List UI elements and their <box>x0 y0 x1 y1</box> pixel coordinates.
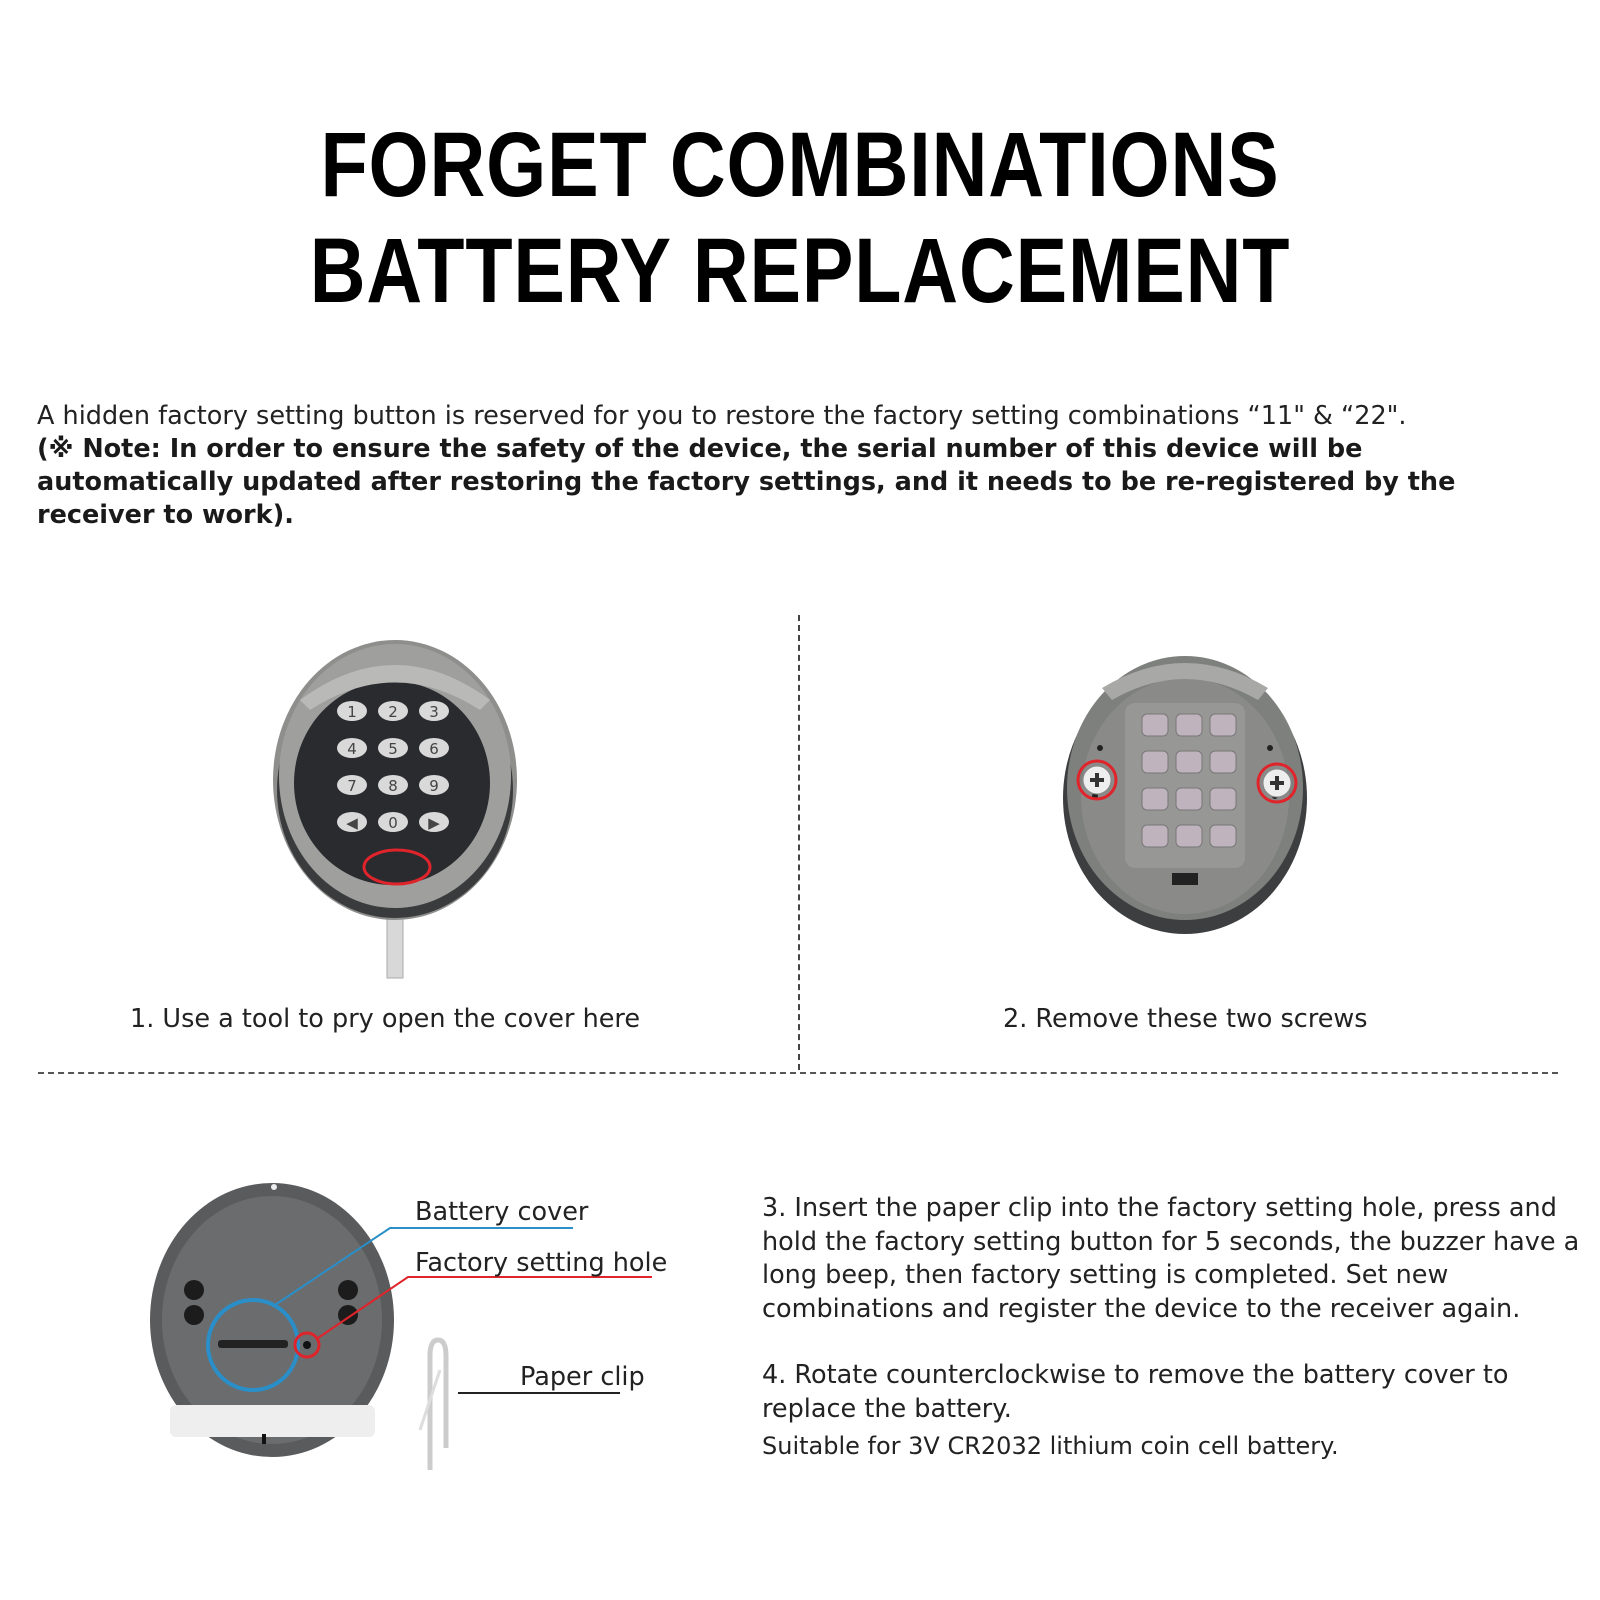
keypad-key <box>337 775 367 795</box>
keypad-key-label: 9 <box>429 777 439 795</box>
vertical-divider <box>798 615 800 1070</box>
keypad-key <box>337 738 367 758</box>
keypad-key-label: 4 <box>347 740 357 758</box>
keypad-key <box>378 701 408 721</box>
keypad-key-label: 1 <box>347 703 357 721</box>
step4-text: 4. Rotate counterclockwise to remove the battery cover to replace the battery. <box>762 1360 1509 1424</box>
membrane-key <box>1176 788 1202 810</box>
keypad-key-label: 2 <box>388 703 398 721</box>
membrane-key <box>1142 751 1168 773</box>
membrane-key <box>1176 714 1202 736</box>
step2-caption: 2. Remove these two screws <box>1003 1004 1368 1034</box>
battery-note: Suitable for 3V CR2032 lithium coin cell battery. <box>762 1432 1339 1460</box>
intro-paragraph <box>37 400 1567 532</box>
membrane-key <box>1176 825 1202 847</box>
keypad-key-label: 7 <box>347 777 357 795</box>
membrane-key <box>1142 714 1168 736</box>
keypad-key-label: 8 <box>388 777 398 795</box>
step1-caption: 1. Use a tool to pry open the cover here <box>130 1004 641 1034</box>
step3-text: 3. Insert the paper clip into the factory setting hole, press and hold the factory setting button for 5 seconds, the buzzer have a long beep, then factory setting is completed. Set new combinations and register the device to the receiver again. <box>762 1193 1580 1324</box>
keypad-key <box>337 701 367 721</box>
instructions <box>762 1192 1582 1464</box>
keypad-key <box>419 775 449 795</box>
keypad-key <box>419 701 449 721</box>
paper-clip-label: Paper clip <box>520 1362 645 1392</box>
battery-cover-label: Battery cover <box>415 1197 589 1227</box>
right-screw-icon <box>1258 764 1296 802</box>
keypad-key <box>378 812 408 832</box>
keypad-key-label: ▶ <box>428 814 440 832</box>
horizontal-divider <box>38 1072 1558 1074</box>
factory-setting-hole <box>303 1341 311 1349</box>
keypad-key <box>378 775 408 795</box>
title-line-1: FORGET COMBINATIONS <box>320 114 1280 216</box>
membrane-key <box>1210 714 1236 736</box>
page-title <box>128 112 1472 324</box>
factory-hole-label: Factory setting hole <box>415 1248 668 1278</box>
membrane-key <box>1142 825 1168 847</box>
membrane-key <box>1210 751 1236 773</box>
membrane-key <box>1210 788 1236 810</box>
keypad-key-label: ◀ <box>346 814 358 832</box>
battery-diagram <box>150 1180 690 1460</box>
intro-note: (※ Note: In order to ensure the safety of the device, the serial number of this device will be automatically updated after restoring the factory settings, and it needs to be re-registered by the receiver to work). <box>37 434 1456 530</box>
keypad-key <box>419 812 449 832</box>
keypad-open-image <box>1060 648 1310 938</box>
keypad-key <box>337 812 367 832</box>
keypad-front-image <box>270 640 530 980</box>
intro-text: A hidden factory setting button is reserved for you to restore the factory setting combinations “11" & “22". <box>37 401 1407 431</box>
paper-clip-icon <box>420 1340 446 1470</box>
keypad-key <box>378 738 408 758</box>
left-screw-icon <box>1078 761 1116 799</box>
title-line-2: BATTERY REPLACEMENT <box>309 220 1291 322</box>
keypad-key-label: 0 <box>388 814 398 832</box>
membrane-key <box>1176 751 1202 773</box>
keypad-key-label: 3 <box>429 703 439 721</box>
keypad-key-label: 5 <box>388 740 398 758</box>
keypad-key-label: 6 <box>429 740 439 758</box>
membrane-key <box>1142 788 1168 810</box>
keypad-key <box>419 738 449 758</box>
membrane-key <box>1210 825 1236 847</box>
